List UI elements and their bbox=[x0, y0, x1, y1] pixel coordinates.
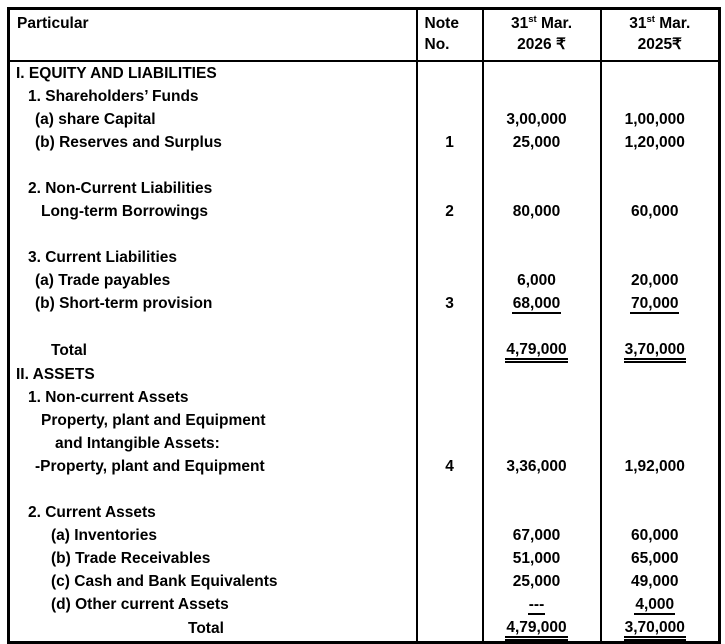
header-note-line2: No. bbox=[424, 36, 450, 53]
amount-2025-cell bbox=[601, 200, 720, 223]
amount-2026-cell bbox=[483, 547, 601, 570]
particular-cell: I. EQUITY AND LIABILITIES bbox=[9, 61, 417, 85]
amount-value: 3,36,000 bbox=[506, 458, 567, 475]
amount-2025-cell bbox=[601, 478, 720, 501]
amount-2025-cell bbox=[601, 363, 720, 386]
amount-value: 4,79,000 bbox=[506, 619, 567, 636]
table-row bbox=[9, 363, 720, 386]
particular-cell: (c) Cash and Bank Equivalents bbox=[9, 570, 417, 593]
table-row bbox=[9, 131, 720, 154]
table-row bbox=[9, 61, 720, 85]
amount-value: 60,000 bbox=[631, 527, 679, 544]
particular-cell: 3. Current Liabilities bbox=[9, 246, 417, 269]
amount-2026-cell bbox=[483, 338, 601, 363]
table-row bbox=[9, 409, 720, 432]
particular-cell: (a) Inventories bbox=[9, 524, 417, 547]
header-note-no bbox=[417, 9, 483, 62]
note-no-cell bbox=[417, 269, 483, 292]
amount-2025-cell bbox=[601, 524, 720, 547]
amount-2025-cell bbox=[601, 455, 720, 478]
particular-cell: Total bbox=[9, 616, 417, 643]
table-row bbox=[9, 200, 720, 223]
amount-2025-cell bbox=[601, 85, 720, 108]
header-year-2025-line1: 31st Mar. bbox=[629, 13, 691, 32]
amount-value: 49,000 bbox=[631, 573, 679, 590]
amount-2025-cell bbox=[601, 338, 720, 363]
particular-cell: -Property, plant and Equipment bbox=[9, 455, 417, 478]
particular-cell: Long-term Borrowings bbox=[9, 200, 417, 223]
note-no-cell: 2 bbox=[417, 200, 483, 223]
amount-2025-cell bbox=[601, 223, 720, 246]
amount-value: 70,000 bbox=[631, 295, 679, 312]
particular-cell bbox=[9, 315, 417, 338]
amount-value: 3,70,000 bbox=[624, 341, 685, 358]
note-no-cell bbox=[417, 223, 483, 246]
note-no-cell bbox=[417, 154, 483, 177]
note-no-cell bbox=[417, 547, 483, 570]
table-row bbox=[9, 501, 720, 524]
amount-value: 51,000 bbox=[512, 550, 561, 567]
note-no-cell bbox=[417, 409, 483, 432]
table-body bbox=[9, 61, 720, 643]
particular-cell: (a) share Capital bbox=[9, 108, 417, 131]
table-row bbox=[9, 593, 720, 616]
particular-cell: 1. Non-current Assets bbox=[9, 386, 417, 409]
amount-2026-cell bbox=[483, 61, 601, 85]
table-row bbox=[9, 315, 720, 338]
note-no-cell bbox=[417, 315, 483, 338]
amount-2025-cell bbox=[601, 246, 720, 269]
amount-2025-cell bbox=[601, 61, 720, 85]
amount-2026-cell bbox=[483, 223, 601, 246]
amount-value: 65,000 bbox=[631, 550, 679, 567]
amount-2026-cell bbox=[483, 432, 601, 455]
note-no-cell bbox=[417, 338, 483, 363]
note-no-cell bbox=[417, 61, 483, 85]
table-header bbox=[9, 9, 720, 62]
table-row bbox=[9, 85, 720, 108]
particular-cell bbox=[9, 223, 417, 246]
amount-2025-cell bbox=[601, 432, 720, 455]
table-row bbox=[9, 432, 720, 455]
particular-cell: 1. Shareholders’ Funds bbox=[9, 85, 417, 108]
header-year-2026-line2: 2026 ₹ bbox=[517, 36, 566, 53]
amount-2026-cell bbox=[483, 455, 601, 478]
note-no-cell bbox=[417, 432, 483, 455]
table-row bbox=[9, 338, 720, 363]
particular-cell bbox=[9, 478, 417, 501]
amount-2025-cell bbox=[601, 131, 720, 154]
amount-value: 25,000 bbox=[512, 134, 561, 151]
table-row bbox=[9, 269, 720, 292]
amount-2026-cell bbox=[483, 315, 601, 338]
amount-2026-cell bbox=[483, 269, 601, 292]
amount-double-underline bbox=[505, 341, 567, 363]
amount-double-underline bbox=[624, 341, 686, 363]
amount-2025-cell bbox=[601, 292, 720, 315]
particular-cell: 2. Non-Current Liabilities bbox=[9, 177, 417, 200]
amount-2026-cell bbox=[483, 200, 601, 223]
note-no-cell bbox=[417, 570, 483, 593]
table-row bbox=[9, 386, 720, 409]
note-no-cell bbox=[417, 85, 483, 108]
particular-cell: II. ASSETS bbox=[9, 363, 417, 386]
amount-2026-cell bbox=[483, 292, 601, 315]
amount-double-underline bbox=[505, 619, 567, 641]
particular-cell: 2. Current Assets bbox=[9, 501, 417, 524]
amount-2025-cell bbox=[601, 177, 720, 200]
header-year-2025-line2: 2025₹ bbox=[637, 36, 682, 53]
amount-value: 25,000 bbox=[512, 573, 561, 590]
amount-2025-cell bbox=[601, 386, 720, 409]
note-no-cell bbox=[417, 593, 483, 616]
amount-value: 1,92,000 bbox=[624, 458, 685, 475]
table-row bbox=[9, 292, 720, 315]
amount-2025-cell bbox=[601, 409, 720, 432]
table-row bbox=[9, 223, 720, 246]
table-row bbox=[9, 455, 720, 478]
particular-cell: Total bbox=[9, 338, 417, 363]
amount-2025-cell bbox=[601, 154, 720, 177]
amount-2026-cell bbox=[483, 108, 601, 131]
header-particular-label: Particular bbox=[17, 15, 89, 32]
particular-cell: (d) Other current Assets bbox=[9, 593, 417, 616]
header-year-2025 bbox=[601, 9, 720, 62]
amount-value: 1,20,000 bbox=[624, 134, 685, 151]
amount-2026-cell bbox=[483, 177, 601, 200]
amount-double-underline bbox=[624, 619, 686, 641]
amount-2025-cell bbox=[601, 547, 720, 570]
note-no-cell: 4 bbox=[417, 455, 483, 478]
amount-2026-cell bbox=[483, 85, 601, 108]
amount-value: 3,70,000 bbox=[624, 619, 685, 636]
amount-2025-cell bbox=[601, 593, 720, 616]
particular-cell: and Intangible Assets: bbox=[9, 432, 417, 455]
amount-value: 80,000 bbox=[512, 203, 561, 220]
amount-value: 67,000 bbox=[512, 527, 561, 544]
amount-value: 3,00,000 bbox=[506, 111, 567, 128]
table-row bbox=[9, 246, 720, 269]
amount-2025-cell bbox=[601, 315, 720, 338]
amount-2025-cell bbox=[601, 570, 720, 593]
amount-2025-cell bbox=[601, 108, 720, 131]
header-particular bbox=[9, 9, 417, 62]
note-no-cell bbox=[417, 386, 483, 409]
table-row bbox=[9, 154, 720, 177]
note-no-cell bbox=[417, 246, 483, 269]
table-row bbox=[9, 547, 720, 570]
amount-2026-cell bbox=[483, 246, 601, 269]
amount-2026-cell bbox=[483, 593, 601, 616]
header-note-line1: Note bbox=[424, 15, 459, 32]
amount-value: 1,00,000 bbox=[624, 111, 685, 128]
amount-2026-cell bbox=[483, 154, 601, 177]
note-no-cell: 1 bbox=[417, 131, 483, 154]
table-row bbox=[9, 108, 720, 131]
amount-2026-cell bbox=[483, 363, 601, 386]
amount-value: 4,000 bbox=[635, 596, 675, 613]
ordinal-superscript: st bbox=[646, 13, 655, 25]
table-row bbox=[9, 524, 720, 547]
note-no-cell bbox=[417, 177, 483, 200]
amount-2026-cell bbox=[483, 409, 601, 432]
particular-cell: (b) Reserves and Surplus bbox=[9, 131, 417, 154]
amount-value: 20,000 bbox=[631, 272, 679, 289]
balance-sheet-table bbox=[7, 7, 721, 644]
amount-value: 4,79,000 bbox=[506, 341, 567, 358]
amount-2026-cell bbox=[483, 131, 601, 154]
particular-cell bbox=[9, 154, 417, 177]
amount-2025-cell bbox=[601, 501, 720, 524]
amount-value: 60,000 bbox=[631, 203, 679, 220]
amount-2026-cell bbox=[483, 524, 601, 547]
amount-value: 68,000 bbox=[512, 295, 561, 312]
particular-cell: (a) Trade payables bbox=[9, 269, 417, 292]
particular-cell: (b) Short-term provision bbox=[9, 292, 417, 315]
note-no-cell bbox=[417, 524, 483, 547]
amount-value: 6,000 bbox=[517, 272, 556, 289]
amount-2026-cell bbox=[483, 478, 601, 501]
note-no-cell: 3 bbox=[417, 292, 483, 315]
note-no-cell bbox=[417, 501, 483, 524]
header-row bbox=[9, 9, 720, 62]
amount-2025-cell bbox=[601, 269, 720, 292]
table-row bbox=[9, 177, 720, 200]
note-no-cell bbox=[417, 108, 483, 131]
amount-value: --- bbox=[528, 596, 545, 613]
ordinal-superscript: st bbox=[528, 13, 537, 25]
header-year-2026 bbox=[483, 9, 601, 62]
particular-cell: Property, plant and Equipment bbox=[9, 409, 417, 432]
amount-2026-cell bbox=[483, 501, 601, 524]
note-no-cell bbox=[417, 363, 483, 386]
particular-cell: (b) Trade Receivables bbox=[9, 547, 417, 570]
amount-2026-cell bbox=[483, 386, 601, 409]
table-row bbox=[9, 478, 720, 501]
table-row bbox=[9, 570, 720, 593]
note-no-cell bbox=[417, 478, 483, 501]
amount-2026-cell bbox=[483, 570, 601, 593]
header-year-2026-line1: 31st Mar. bbox=[510, 13, 573, 32]
